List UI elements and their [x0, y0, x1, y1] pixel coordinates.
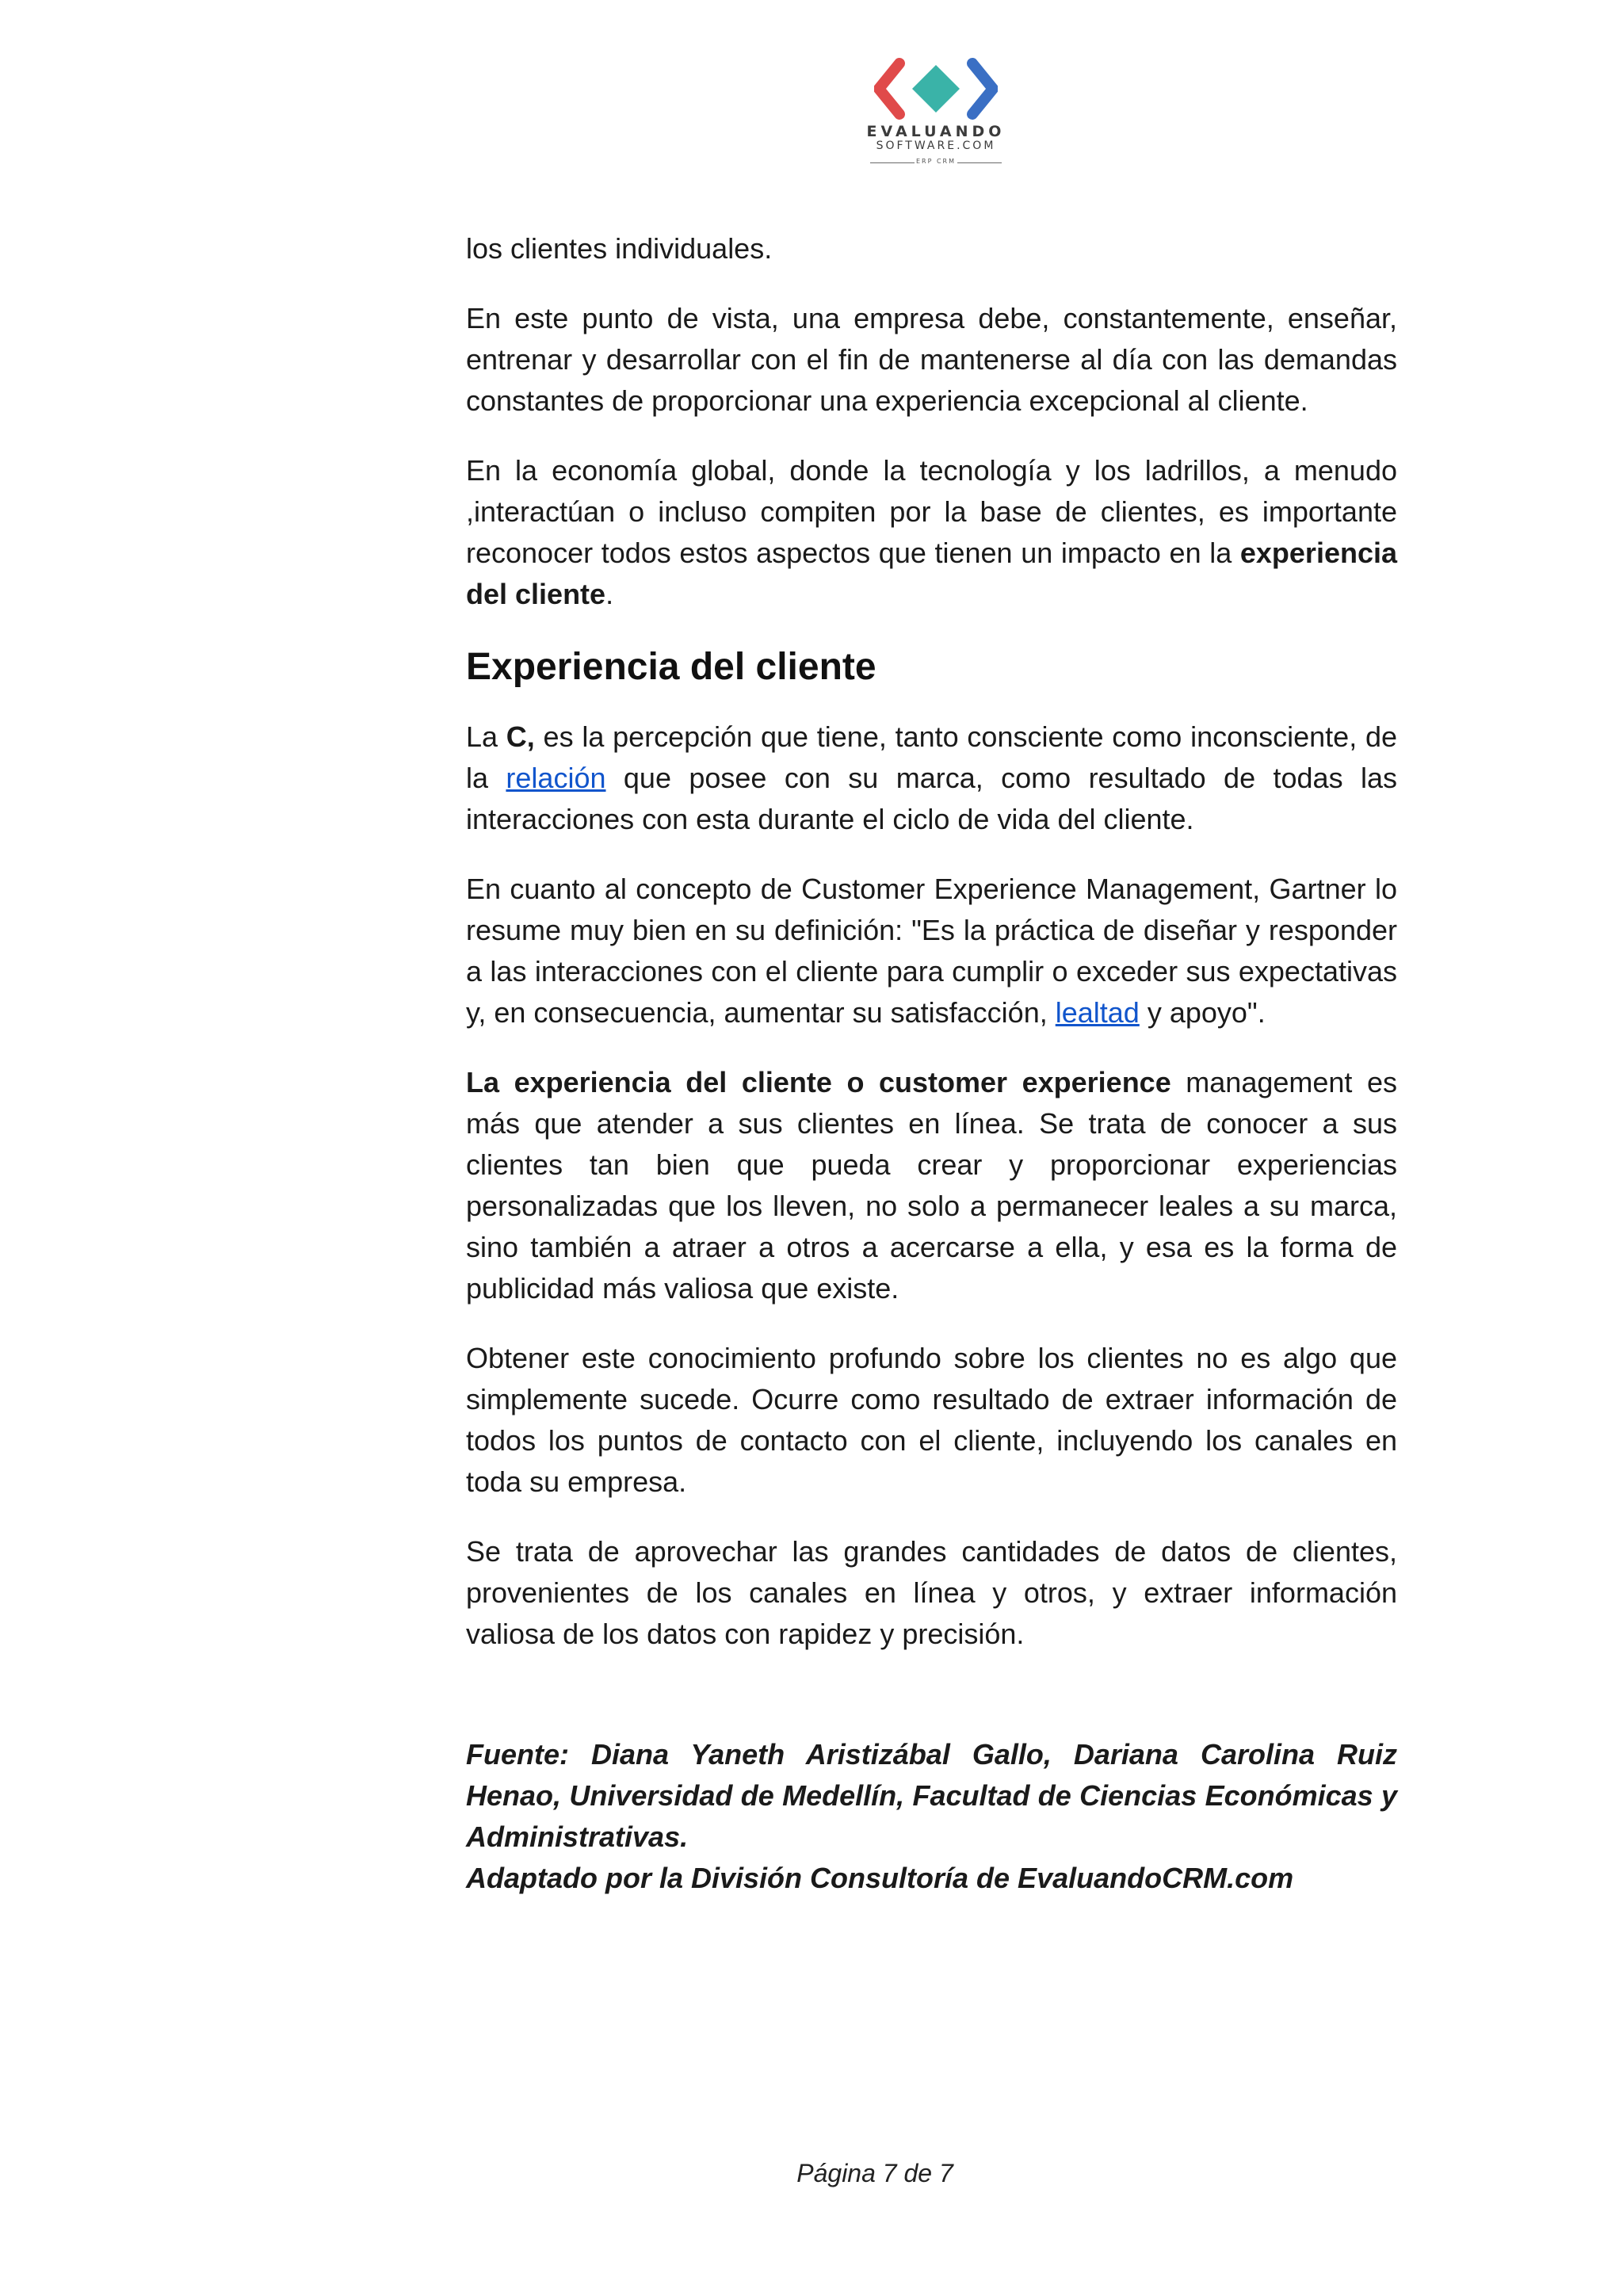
logo-tagline — [870, 158, 1002, 167]
paragraph-knowledge: Obtener este conocimiento profundo sobre los clientes no es algo que simplemente sucede. Ocurre como resultado de extraer información de todos los puntos de contacto con el cliente, incluyendo los canales en toda su empresa. — [466, 1342, 1397, 1498]
paragraph-definition-a: La — [466, 720, 506, 753]
section-heading: Experiencia del cliente — [466, 646, 876, 688]
paragraph-global-economy-end: . — [605, 578, 614, 610]
logo-name-line2: SOFTWARE.COM — [876, 139, 996, 152]
source-line-2: Adaptado por la División Consultoría de EvaluandoCRM.com — [466, 1862, 1294, 1894]
paragraph-definition-c: que posee con su marca, como resultado de todas las interacciones con esta durante el ciclo de vida del cliente. — [466, 762, 1397, 835]
logo-rule-right — [957, 162, 1002, 163]
logo-name-line1: EVALUANDO — [866, 123, 1006, 140]
company-logo — [853, 57, 1019, 176]
paragraph-global-economy-text: En la economía global, donde la tecnología y los ladrillos, a menudo ,interactúan o incluso compiten por la base de clientes, es importante reconocer todos estos aspectos que tienen un impacto en la — [466, 454, 1397, 569]
paragraph-gartner — [466, 869, 1397, 1033]
paragraph-gartner-a: En cuanto al concepto de Customer Experience Management, Gartner lo resume muy bien en su definición: "Es la práctica de diseñar y responder a las interacciones con el cliente para cumplir o exceder sus expectativas y, en consecuencia, aumentar su satisfacción, — [466, 873, 1397, 1029]
paragraph-customer-experience-text: management es más que atender a sus clientes en línea. Se trata de conocer a sus clientes tan bien que pueda crear y proporcionar experiencias personalizadas que los lleven, no solo a permanecer leales a su marca, sino también a atraer a otros a acercarse a ella, y esa es la forma de publicidad más valiosa que existe. — [466, 1066, 1398, 1305]
paragraph-continuation: los clientes individuales. — [466, 232, 773, 265]
paragraph-global-economy — [466, 450, 1397, 615]
paragraph-data: Se trata de aprovechar las grandes cantidades de datos de clientes, provenientes de los canales en línea y otros, y extraer información valiosa de los datos con rapidez y precisión. — [466, 1535, 1397, 1650]
paragraph-definition-b: es la percepción que tiene, tanto consciente como inconsciente, de la — [466, 720, 1397, 794]
paragraph-customer-experience — [466, 1062, 1397, 1309]
paragraph-definition — [466, 716, 1397, 840]
paragraph-gartner-b: y apoyo". — [1139, 996, 1266, 1029]
page-number: Página 7 de 7 — [796, 2159, 953, 2187]
lealtad-link[interactable]: lealtad — [1055, 996, 1140, 1029]
paragraph-global-economy-bold: experiencia del cliente — [466, 537, 1397, 610]
paragraph-definition-bold: C, — [506, 720, 535, 753]
relacion-link[interactable]: relación — [506, 762, 606, 794]
paragraph-training: En este punto de vista, una empresa debe, constantemente, enseñar, entrenar y desarrollar con el fin de mantenerse al día con las demandas constantes de proporcionar una experiencia excepcional al cliente. — [466, 302, 1397, 417]
source-line-1: Fuente: Diana Yaneth Aristizábal Gallo, Dariana Carolina Ruiz Henao, Universidad de Medellín, Facultad de Ciencias Económicas y Administrativas. — [466, 1738, 1397, 1853]
logo-tagline-text: ERP CRM — [915, 158, 957, 165]
logo-diamond-icon — [874, 57, 998, 120]
document-body — [466, 228, 1397, 1899]
paragraph-customer-experience-bold: La experiencia del cliente o customer experience — [466, 1066, 1171, 1098]
source-citation — [466, 1734, 1397, 1899]
